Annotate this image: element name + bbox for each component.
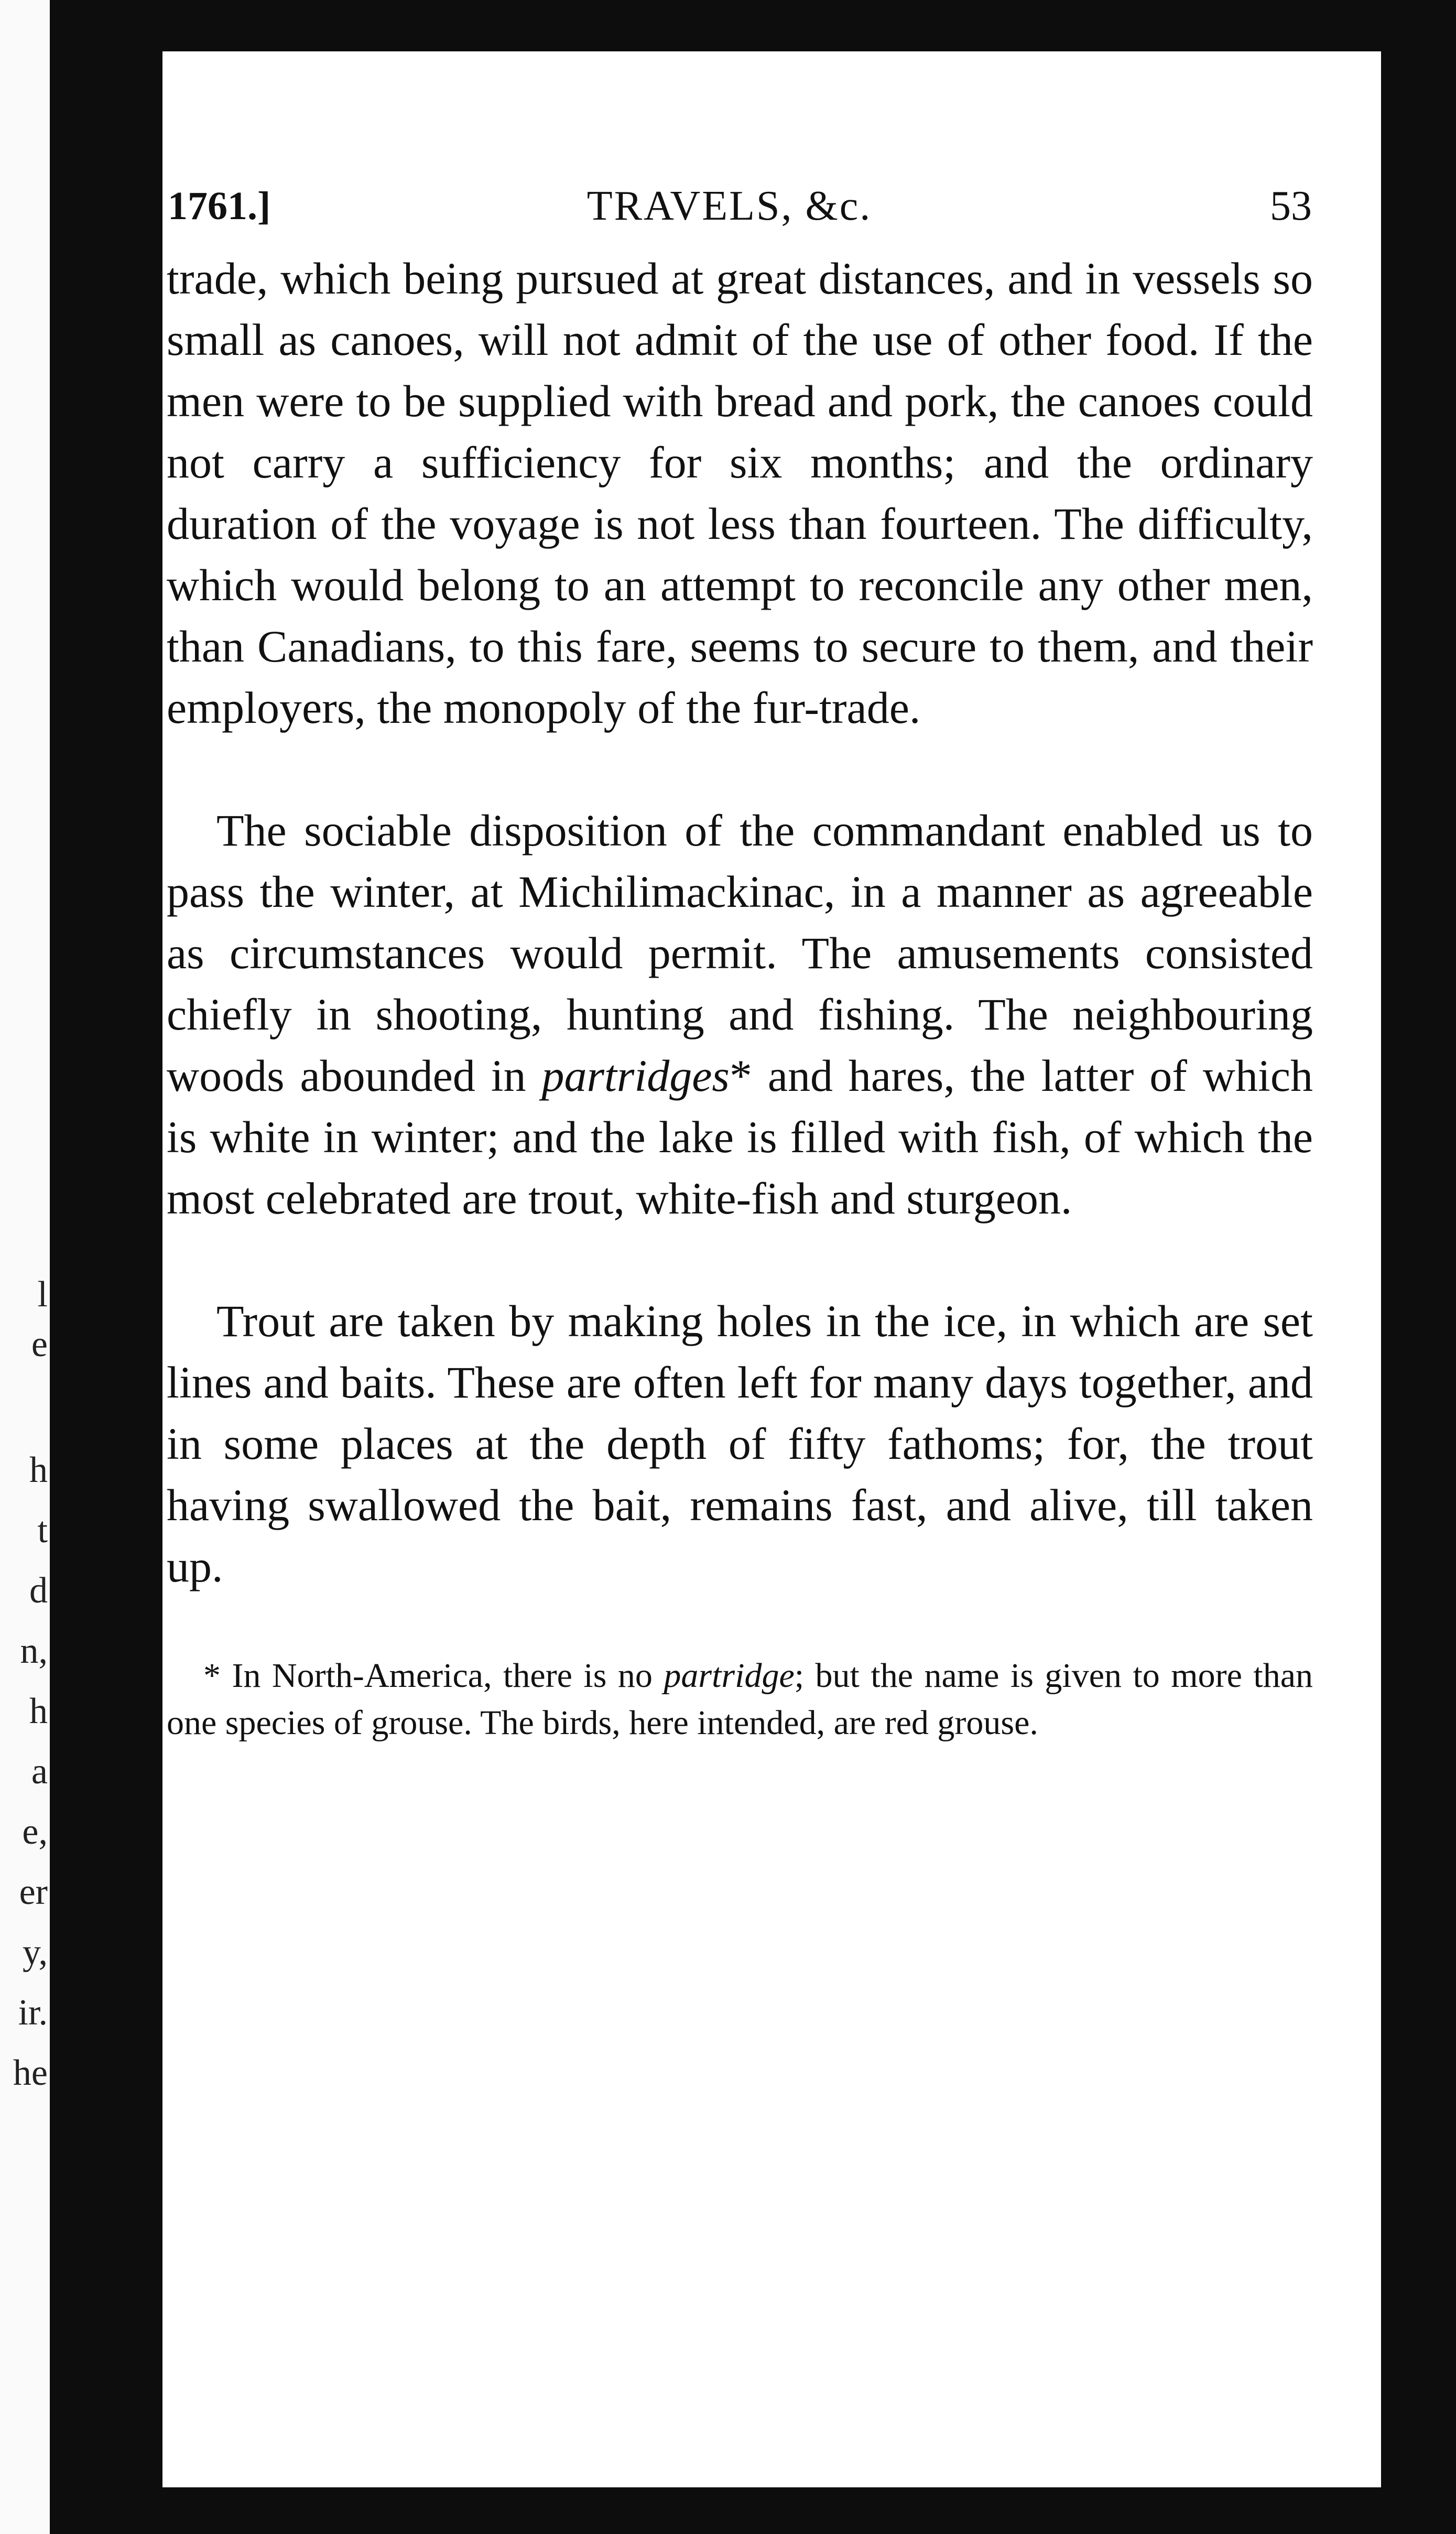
- margin-char: e,: [22, 1812, 48, 1852]
- margin-char: he: [13, 2053, 48, 2093]
- margin-char: er: [19, 1872, 48, 1912]
- paragraph-text: * and hares, the latter of which is white in winter; and the lake is filled with fish, of which the most celebrated are trout, white-fish and sturgeon.: [167, 1051, 1313, 1223]
- page-number: 53: [1270, 183, 1312, 229]
- margin-char: h: [29, 1691, 48, 1731]
- footnote-italic-word: partridge: [664, 1656, 795, 1695]
- footnote-text: * In North-America, there is no: [203, 1656, 664, 1695]
- paragraph-trout-fishing: Trout are taken by making holes in the ice, in which are set lines and baits. These are often left for many days together, and in some places at the depth of fifty fathoms; for, the trout having swallowed the bait, remains fast, and alive, till taken up.: [167, 1296, 1313, 1591]
- scan-border-right: [1381, 0, 1456, 2534]
- running-head: [167, 175, 1313, 237]
- scan-border-bottom: [50, 2487, 1456, 2534]
- footnote-text: ; but the name is given to more than one species of grouse. The birds, here intended, are red grouse.: [167, 1656, 1313, 1742]
- scan-border-top: [50, 0, 1456, 51]
- paragraph-text: The sociable disposition of the commandant enabled us to pass the winter, at Michilimackinac, in a manner as agreeable as circumstances would permit. The amusements consisted chiefly in shooting, hunting and fishing. The neighbouring woods abounded in: [167, 805, 1313, 1101]
- margin-char: ir.: [18, 1992, 48, 2033]
- paragraph-continued: trade, which being pursued at great distances, and in vessels so small as canoes, will not admit of the use of other food. If the men were to be supplied with bread and pork, the canoes could not carry a sufficiency for six months; and the ordinary duration of the voyage is not less than fourteen. The difficulty, which would belong to an attempt to reconcile any other men, than Canadians, to this fare, seems to secure to them, and their employers, the monopoly of the fur-trade.: [167, 253, 1313, 733]
- margin-char: d: [29, 1571, 48, 1611]
- margin-char: e: [31, 1324, 48, 1365]
- adjacent-page-margin-text: [0, 0, 50, 2534]
- running-head-title: TRAVELS, &c.: [586, 183, 872, 229]
- italic-word: partridges: [541, 1051, 730, 1101]
- running-head-year: 1761.]: [168, 184, 271, 228]
- margin-char: y,: [23, 1932, 48, 1973]
- margin-char: n,: [20, 1631, 48, 1671]
- margin-char: a: [31, 1751, 48, 1792]
- paragraph-winter-amusements: [167, 800, 1313, 1229]
- body-text: [167, 248, 1313, 1597]
- margin-char: t: [37, 1510, 48, 1551]
- scan-border-left: [50, 0, 162, 2534]
- footnote: [167, 1652, 1313, 1747]
- margin-char: l: [37, 1274, 48, 1315]
- book-page: [162, 51, 1381, 2487]
- margin-char: h: [29, 1450, 48, 1490]
